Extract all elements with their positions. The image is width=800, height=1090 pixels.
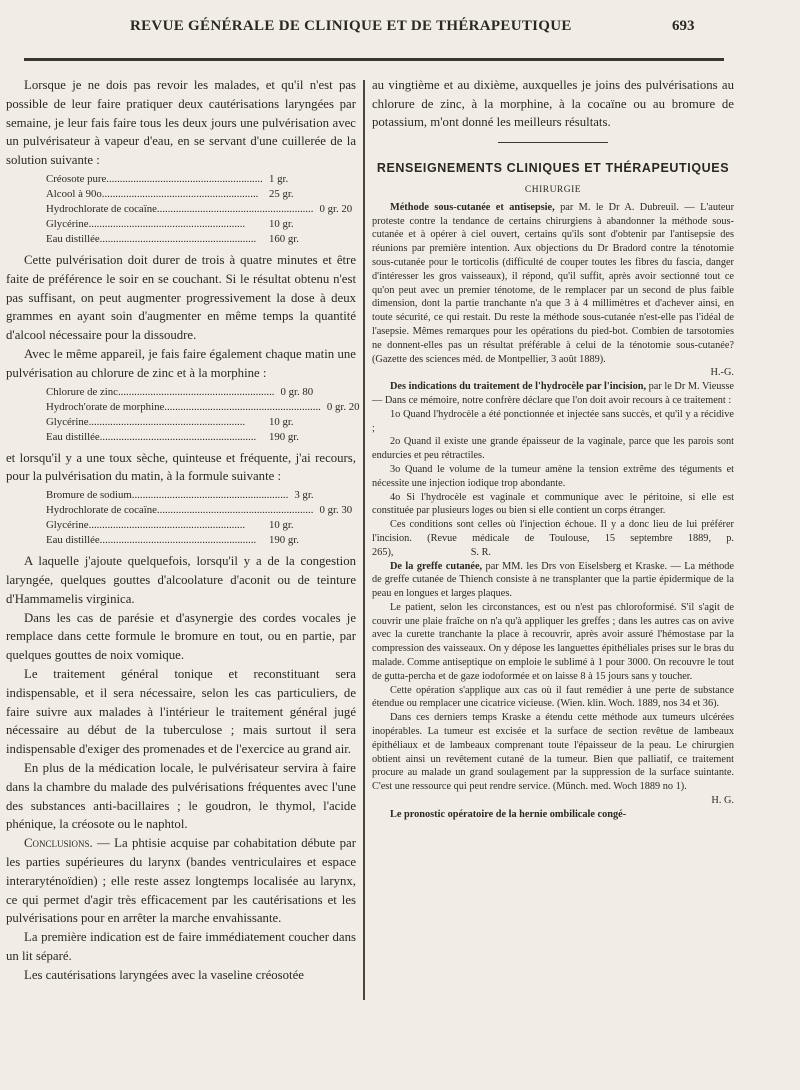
ingredient: Glycérine.......................................................... (46, 217, 246, 230)
paragraph: Cette opération s'applique aux cas où il faut remédier à une perte de substance étendue ou remplacer une cicatrice vicieuse. (Wien. klin. Woch. 1889, nos 34 et 36). (372, 684, 734, 710)
signature: H. G. (711, 795, 734, 807)
list-item: 4o Si l'hydrocèle est vaginale et communique avec le péritoine, si elle est constituée par plusieurs loges ou bien si elle contient un corps étranger. (372, 491, 734, 517)
quantity: 190 gr. (269, 534, 299, 547)
quantity: 10 gr. (269, 415, 294, 428)
paragraph: Ces conditions sont celles où l'injection échoue. Il y a donc lieu de lui préférer l'incision. (Revue médicale de Toulouse, 15 septembre 1889, p. 265), S. R. (372, 519, 734, 558)
prescription-row (46, 217, 321, 232)
article-heading: Méthode sous-cutanée et antisepsie, (390, 201, 555, 213)
paragraph: Cette pulvérisation doit durer de trois à quatre minutes et être faite de préférence le soir en se couchant. Si le résultat obtenu n'est pas suffisant, on peut augmenter progressivement la dose à deux grammes en ayant soin d'augmenter en même temps la quantité d'alcool nécessaire pour la dissoudre. (6, 252, 356, 343)
paragraph: A laquelle j'ajoute quelquefois, lorsqu'il y a de la congestion laryngée, quelques gouttes d'alcoolature d'aconit ou de teinture d'Hammamelis virginica. (6, 554, 356, 606)
prescription-2 (46, 385, 360, 445)
ingredient: Hydroch'orate de morphine.......................................................... (46, 400, 321, 413)
conclusions-heading: Conclusions. (24, 836, 93, 851)
page-number: 693 (672, 18, 695, 34)
quantity: 0 gr. 80 (280, 385, 314, 398)
ingredient: Glycérine.......................................................... (46, 415, 246, 428)
ingredient: Eau distillée.......................................................... (46, 232, 257, 245)
paragraph: Conclusions. — La phtisie acquise par cohabitation débute par les parties supérieures du larynx (bandes ventriculaires et espace interaryténoïdien) ; elle reste assez longtemps localisée au larynx, ce qui permet d'agir très efficacement par les cautérisations et les pulvérisations pour en arrêter la marche envahissante. (6, 836, 356, 926)
prescription-row (46, 533, 321, 548)
prescription-row (46, 400, 360, 415)
ingredient: Créosote pure.......................................................... (46, 172, 263, 185)
ingredient: Chlorure de zinc.......................................................... (46, 385, 275, 398)
prescription-row (46, 385, 321, 400)
paragraph: au vingtième et au dixième, auxquelles je joins des pulvérisations au chlorure de zinc, à la morphine, à la cocaïne ou au bromure de potassium, m'ont donné les meilleurs résultats. (372, 78, 734, 130)
article-heading: De la greffe cutanée, (390, 560, 483, 572)
ingredient: Glycérine.......................................................... (46, 519, 246, 532)
quantity: 0 gr. 20 (326, 400, 360, 413)
signature: H.-G. (710, 367, 734, 379)
prescription-row (46, 202, 353, 217)
prescription-3 (46, 488, 353, 548)
article-greffe: De la greffe cutanée, par MM. les Drs von Eiselsberg et Kraske. — La méthode de greffe cutanée de Thiench consiste à ne transplanter que la partie épidermique de la peau en longues et larges plaques. (372, 560, 734, 600)
ingredient: Hydrochlorate de cocaïne.......................................................... (46, 202, 314, 215)
column-divider (363, 80, 365, 1000)
article-heading: Des indications du traitement de l'hydrocèle par l'incision, (390, 381, 647, 393)
right-column (372, 76, 734, 822)
signature: S. R. (470, 546, 492, 558)
paragraph: et lorsqu'il y a une toux sèche, quinteuse et fréquente, j'ai recours, pour la pulvérisation du matin, à la formule suivante : (6, 450, 356, 484)
paragraph: En plus de la médication locale, le pulvérisateur servira à faire dans la chambre du malade des pulvérisations fréquentes avec l'une des substances anti-bacillaires ; le goudron, le thymol, l'acide phénique, la créosote ou le naphtol. (6, 760, 356, 832)
articles (372, 201, 734, 822)
prescription-row (46, 488, 321, 503)
list-item: 1o Quand l'hydrocèle a été ponctionnée et injectée sans succès, et qu'il y a récidive ; (372, 408, 734, 434)
paragraph: Dans les cas de parésie et d'asynergie des cordes vocales je remplace dans cette formule le bromure en tout, ou en partie, par quelques gouttes de noix vomique. (6, 610, 356, 663)
signature-row (372, 794, 734, 808)
list-item: 3o Quand le volume de la tumeur amène la tension extrême des téguments et nécessite une injection iodique trop abondante. (372, 463, 734, 489)
left-column (6, 76, 360, 984)
ingredient: Eau distillée.......................................................... (46, 430, 257, 443)
paragraph: Le patient, selon les circonstances, est ou n'est pas chloroformisé. S'il s'agit de couvrir une plaie fraîche on n'a qu'à appliquer les greffes ; dans les autres cas on avive avec la curette tranchante la place à recouvrir, après avoir assuré l'hémostase par la compression des vaisseaux. On y dépose les languettes épithéliales prises sur le bras du malade. Comme antiseptique on emploie le sublimé à 1 pour 3000. On recouvre le tout de gutta-percha et de gaze iodoformée et on laisse 8 à 15 jours sans y toucher. (372, 601, 734, 682)
article-heading: Le pronostic opératoire de la hernie ombilicale congé- (390, 808, 627, 820)
article-dubreuil: Méthode sous-cutanée et antisepsie, par M. le Dr A. Dubreuil. — L'auteur proteste contre la tendance de certains chirurgiens à abandonner la méthode sous-cutanée et à opérer à ciel ouvert, certains qu'ils sont d'obtenir par l'antisepsie des réunions par première intention. Aux objections du Dr Bradord contre la ténotomie sous-cutanée pour le torticolis (difficulté de couper toutes les fibres du fascia, danger d'intéresser les gros vaisseaux), il répond, qu'il suffit, après avoir sectionné tout ce qu'on peut avec un premier ténotome, de le remplacer par un second de plus faible dimension, dont la partie tranchante n'a que 3 à 4 millimètres et d'achever ainsi, en toute sécurité, ce qui restait. Du reste la méthode sous-cutanée n'est-elle pas l'idéal de l'asepsie. Mêmes remarques pour les opérations du pied-bot. Combien de tarsotomies ne donnent-elles pas un résultat préférable à celui de la ténotomie sous-cutanée? (Gazette des sciences méd. de Montpellier, 3 août 1889). (372, 201, 734, 365)
prescription-row (46, 232, 321, 247)
prescription-row (46, 430, 321, 445)
signature-row (372, 366, 734, 380)
quantity: 3 gr. (294, 489, 314, 502)
quantity: 0 gr. 20 (319, 202, 353, 215)
prescription-row (46, 518, 321, 533)
quantity: 10 gr. (269, 217, 294, 230)
header-rule (24, 58, 724, 61)
article-hernie (372, 808, 734, 822)
paragraph: Avec le même appareil, je fais faire également chaque matin une pulvérisation au chlorure de zinc et à la morphine : (6, 346, 356, 380)
paragraph: Lorsque je ne dois pas revoir les malades, et qu'il n'est pas possible de leur faire pratiquer deux cautérisations laryngées par semaine, je leur fais faire tous les deux jours une pulvérisation avec un pulvérisateur à vapeur d'eau, en se servant d'une cuillerée de la solution suivante : (6, 78, 356, 168)
quantity: 160 gr. (269, 232, 299, 245)
article-vieusse: Des indications du traitement de l'hydrocèle par l'incision, par le Dr M. Vieusse — Dans ce mémoire, notre confrère déclare que l'on doit avoir recours à ce traitement : (372, 381, 735, 406)
prescription-row (46, 172, 321, 187)
prescription-row (46, 187, 321, 202)
paragraph: Dans ces derniers temps Kraske a étendu cette méthode aux tumeurs ulcérées inopérables. La tumeur est excisée et la surface de section revêtue de lambeaux épithéliaux et de lambeaux comprenant toute l'épaisseur de la peau. Le chirurgien obtient ainsi un revêtement cutané de la tumeur. Bien que palliatif, ce traitement procure au malade un grand soulagement par la suppression de la surface suintante. C'est une ressource qui peut rendre service. (Münch. med. Woch 1889 no 1). (372, 712, 734, 793)
quantity: 190 gr. (269, 430, 299, 443)
prescription-row (46, 503, 353, 518)
quantity: 25 gr. (269, 187, 294, 200)
subsection-title: CHIRURGIE (524, 184, 582, 195)
paragraph: Les cautérisations laryngées avec la vaseline créosotée (24, 967, 304, 982)
quantity: 0 gr. 30 (319, 504, 353, 517)
paragraph: La première indication est de faire immédiatement coucher dans un lit séparé. (6, 930, 356, 963)
prescription-row (46, 415, 321, 430)
ingredient: Bromure de sodium.......................................................... (46, 489, 289, 502)
paragraph: Le traitement général tonique et reconstituant sera indispensable, et il sera nécessaire, selon les cas particuliers, de faire suivre aux malades à l'intérieur le traitement général jugé nécessaire au début de la tuberculose ; mais surtout il sera indispensable d'exiger des promenades et de l'exercice au grand air. (6, 666, 356, 757)
running-title: REVUE GÉNÉRALE DE CLINIQUE ET DE THÉRAPEUTIQUE (130, 18, 572, 34)
section-title: RENSEIGNEMENTS CLINIQUES ET THÉRAPEUTIQUES (376, 160, 730, 175)
ingredient: Alcool à 90o.......................................................... (46, 187, 259, 200)
section-rule (498, 142, 608, 143)
prescription-1 (46, 172, 353, 247)
page-header (0, 18, 800, 42)
ingredient: Eau distillée.......................................................... (46, 534, 257, 547)
list-item: 2o Quand il existe une grande épaisseur de la vaginale, parce que les parois sont endurcies et peu rétractiles. (372, 436, 734, 462)
ingredient: Hydrochlorate de cocaïne.......................................................... (46, 504, 314, 517)
quantity: 10 gr. (269, 519, 294, 532)
quantity: 1 gr. (269, 172, 289, 185)
